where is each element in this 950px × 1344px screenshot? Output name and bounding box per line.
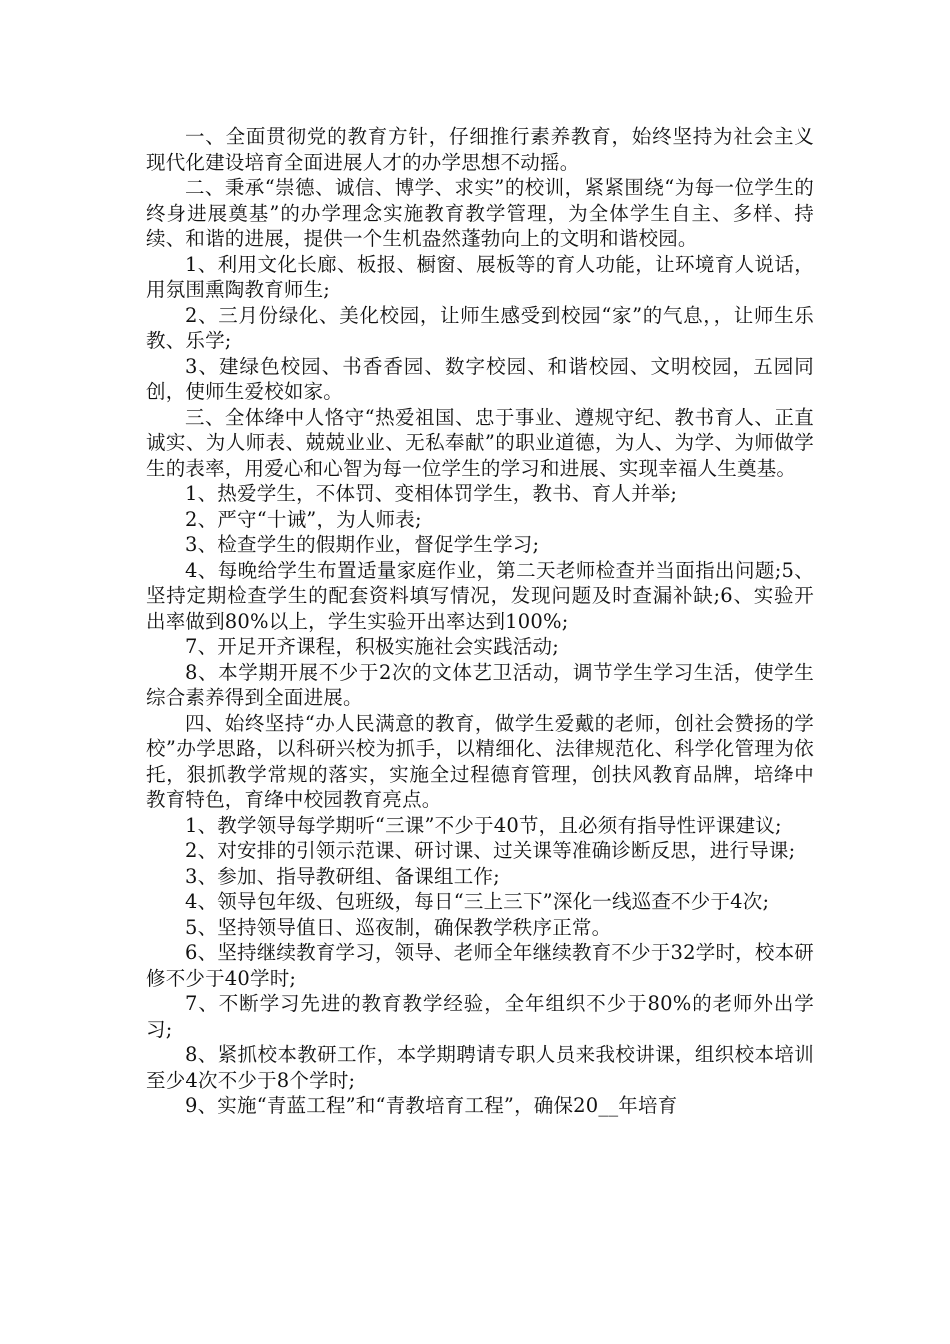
paragraph: 7、开足开齐课程，积极实施社会实践活动;: [185, 635, 559, 658]
paragraph: 3、参加、指导教研组、备课组工作;: [185, 864, 500, 888]
paragraph: 三、全体绛中人恪守“热爱祖国、忠于事业、遵规守纪、教书育人、正直诚实、为人师表、兢兢业业、无私奉献”的职业道德，为人、为学、为师做学生的表率，用爱心和心智为每一位学生的学习和进展、实现幸福人生奠基。: [146, 405, 814, 480]
paragraph: 1、热爱学生，不体罚、变相体罚学生，教书、育人并举;: [185, 482, 678, 505]
paragraph: 1、利用文化长廊、板报、橱窗、展板等的育人功能，让环境育人说话，用氛围熏陶教育师生;: [146, 252, 814, 301]
paragraph: 8、紧抓校本教研工作，本学期聘请专职人员来我校讲课，组织校本培训至少4次不少于8个学时;: [146, 1043, 814, 1092]
paragraph: 4、每晚给学生布置适量家庭作业，第二天老师检查并当面指出问题;5、坚持定期检查学生的配套资料填写情况，发现问题及时查漏补缺;6、实验开出率做到80%以上，学生实验开出率达到100%;: [146, 558, 814, 633]
paragraph: 9、实施“青蓝工程”和“青教培育工程”，确保20__年培育: [185, 1094, 678, 1117]
paragraph: 8、本学期开展不少于2次的文体艺卫活动，调节学生学习生活，使学生综合素养得到全面进展。: [146, 660, 814, 709]
paragraph: 四、始终坚持“办人民满意的教育，做学生爱戴的老师，创社会赞扬的学校”办学思路，以科研兴校为抓手，以精细化、法律规范化、科学化管理为依托，狠抓教学常规的落实，实施全过程德育管理，创扶风教育品牌，培绛中教育特色，育绛中校园教育亮点。: [146, 711, 814, 811]
paragraph: 2、三月份绿化、美化校园，让师生感受到校园“家”的气息，，让师生乐教、乐学;: [146, 303, 814, 352]
paragraph: 一、全面贯彻党的教育方针，仔细推行素养教育，始终坚持为社会主义现代化建设培育全面进展人才的办学思想不动摇。: [146, 125, 814, 174]
paragraph: 6、坚持继续教育学习，领导、老师全年继续教育不少于32学时，校本研修不少于40学时;: [146, 941, 814, 990]
paragraph: 3、建绿色校园、书香香园、数字校园、和谐校园、文明校园，五园同创，使师生爱校如家。: [146, 354, 814, 403]
paragraph: 1、教学领导每学期听“三课”不少于40节，且必须有指导性评课建议;: [185, 813, 782, 837]
paragraph: 2、对安排的引领示范课、研讨课、过关课等准确诊断反思，进行导课;: [185, 839, 796, 862]
paragraph: 4、领导包年级、包班级，每日“三上三下”深化一线巡查不少于4次;: [185, 890, 770, 913]
paragraph: 3、检查学生的假期作业，督促学生学习;: [185, 533, 540, 556]
paragraph: 2、严守“十诫”，为人师表;: [185, 507, 422, 531]
paragraph: 7、不断学习先进的教育教学经验，全年组织不少于80%的老师外出学习;: [146, 992, 814, 1041]
paragraph: 5、坚持领导值日、巡夜制，确保教学秩序正常。: [185, 915, 612, 939]
document-body: [146, 124, 814, 1119]
paragraph: 二、秉承“崇德、诚信、博学、求实”的校训，紧紧围绕“为每一位学生的终身进展奠基”的办学理念实施教育教学管理，为全体学生自主、多样、持续、和谐的进展，提供一个生机盎然蓬勃向上的文明和谐校园。: [146, 176, 814, 250]
